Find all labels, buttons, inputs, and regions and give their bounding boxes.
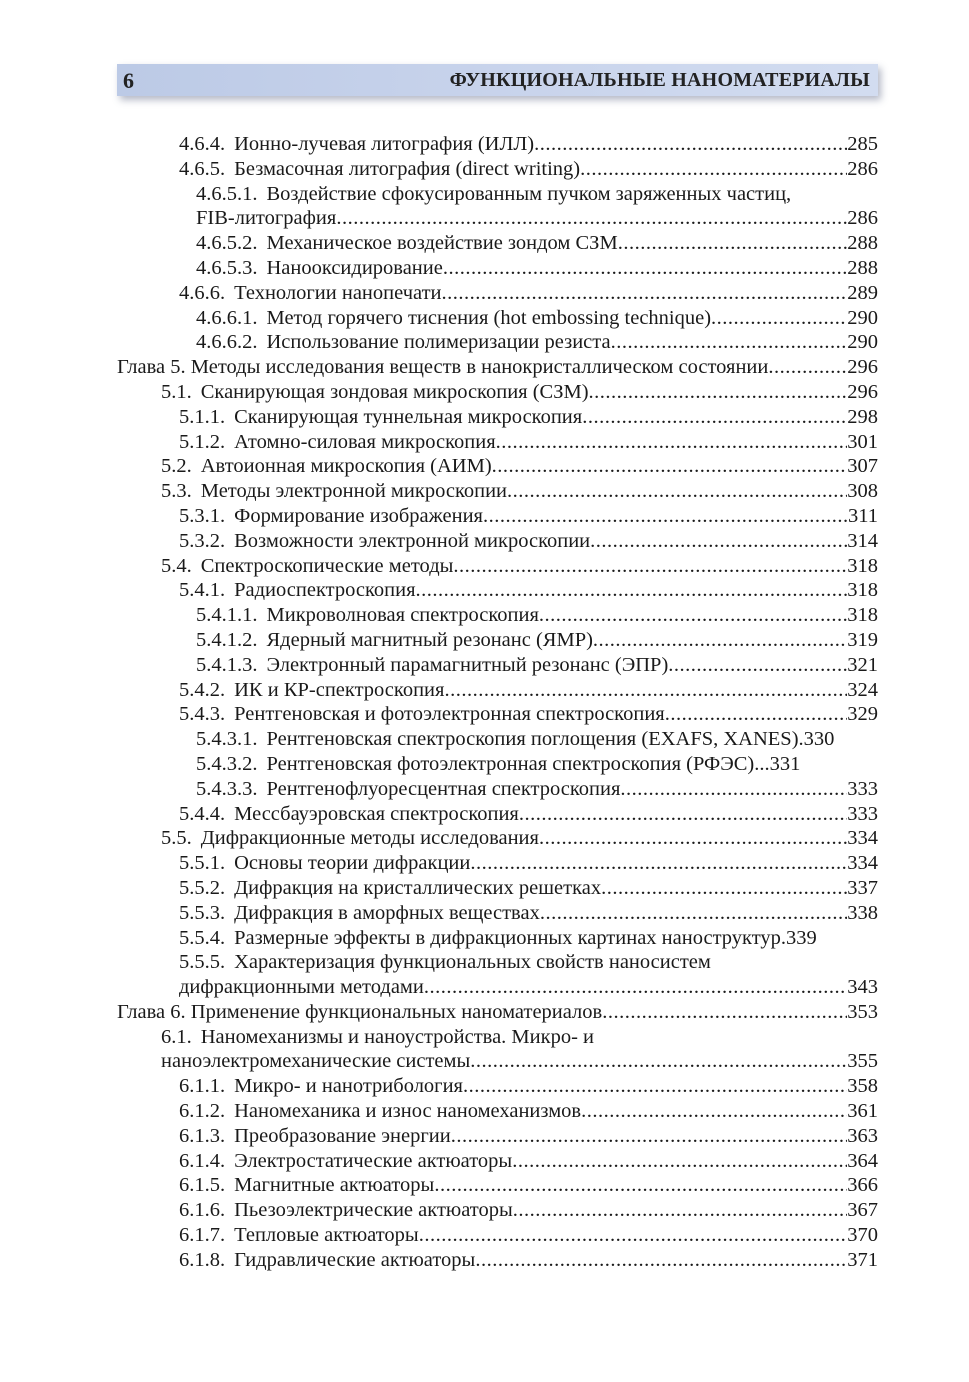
toc-entry-page: 343 xyxy=(847,976,878,999)
toc-entry xyxy=(117,777,878,802)
toc-entry-number: 5.4.1.3. xyxy=(196,653,258,676)
toc-entry-page: 307 xyxy=(847,455,878,478)
toc-entry-title: Рентгеновская фотоэлектронная спектроскопия (РФЭС) xyxy=(266,752,755,775)
toc-entry-page: 314 xyxy=(847,529,878,552)
dot-leader xyxy=(463,1074,847,1099)
dot-leader xyxy=(618,231,848,256)
dot-leader xyxy=(580,157,847,182)
toc-entry-title: Электростатические актюаторы xyxy=(234,1149,513,1172)
toc-entry-title: Формирование изображения xyxy=(234,504,483,527)
toc-entry-page: 366 xyxy=(847,1174,878,1197)
dot-leader xyxy=(483,504,848,529)
toc-entry-title: Воздействие сфокусированным пучком заряженных частиц, xyxy=(266,182,792,205)
toc-entry-title: Сканирующая зондовая микроскопия (СЗМ) xyxy=(200,380,589,403)
dot-leader xyxy=(453,554,847,579)
page-number: 6 xyxy=(123,68,134,93)
dot-leader xyxy=(611,330,848,355)
toc-entry-title: Дифракционные методы исследования xyxy=(200,827,539,850)
toc-entry-number: 5.4.1.1. xyxy=(196,604,258,627)
toc-entry-title: Основы теории дифракции xyxy=(234,852,471,875)
toc-entry-title: Ионно-лучевая литография (ИЛЛ) xyxy=(234,133,535,155)
dot-leader xyxy=(620,777,847,802)
dot-leader xyxy=(665,702,848,727)
toc-entry-number: 5.3. xyxy=(161,480,192,503)
toc-entry-page: 334 xyxy=(847,852,878,875)
toc-entry-number: 5.5.2. xyxy=(179,876,226,899)
dot-leader xyxy=(434,1173,847,1198)
toc-entry xyxy=(117,554,878,579)
toc-entry-title: Метод горячего тиснения (hot embossing technique) xyxy=(266,306,712,329)
dot-leader xyxy=(496,430,848,455)
dot-leader xyxy=(593,628,847,653)
toc-entry-page: 296 xyxy=(847,380,878,403)
toc-entry-number: 5.3.1. xyxy=(179,504,226,527)
toc-entry-title: Возможности электронной микроскопии xyxy=(234,529,591,552)
toc-entry-page: 290 xyxy=(847,331,878,354)
toc-entry-page: 364 xyxy=(847,1149,878,1172)
toc-entry-number: 5.1. xyxy=(161,380,192,403)
toc-entry-title: Пьезоэлектрические актюаторы xyxy=(234,1199,513,1222)
toc-entry-title: Нанооксидирование xyxy=(266,256,443,279)
toc-entry xyxy=(117,653,878,678)
toc-entry-number: 6.1.2. xyxy=(179,1100,226,1123)
toc-entry-page: 298 xyxy=(847,405,878,428)
toc-entry-page: 324 xyxy=(847,678,878,701)
toc-entry-title: Мессбауэровская спектроскопия xyxy=(234,802,519,825)
toc-entry xyxy=(117,926,878,951)
toc-entry-page: 321 xyxy=(847,653,878,676)
toc-entry-title: Микро- и нанотрибология xyxy=(234,1075,463,1098)
toc-entry-number: 5.4.3.1. xyxy=(196,728,258,751)
toc-entry xyxy=(117,504,878,529)
toc-entry-page: 286 xyxy=(847,207,878,230)
toc-entry xyxy=(117,405,878,430)
toc-entry-page: 370 xyxy=(847,1224,878,1247)
toc-entry xyxy=(117,132,878,157)
toc-entry-continuation xyxy=(117,975,878,1000)
dot-leader xyxy=(581,1099,847,1124)
toc-entry-page: ...331 xyxy=(754,752,801,775)
toc-entry-title: Технологии нанопечати xyxy=(234,281,442,304)
toc-entry xyxy=(117,454,878,479)
toc-entry-number: 5.4. xyxy=(161,554,192,577)
toc-entry-number: 5.4.1. xyxy=(179,579,226,602)
toc-entry-title: Гидравлические актюаторы xyxy=(234,1248,476,1271)
dot-leader xyxy=(492,454,848,479)
toc-entry-page: 308 xyxy=(847,480,878,503)
toc-entry-number: 5.5. xyxy=(161,827,192,850)
toc-entry-title: Тепловые актюаторы xyxy=(234,1224,419,1247)
toc-entry xyxy=(117,851,878,876)
toc-entry xyxy=(117,950,878,975)
toc-entry-page: 318 xyxy=(847,554,878,577)
dot-leader xyxy=(336,206,847,231)
toc-entry-number: 6.1.7. xyxy=(179,1224,226,1247)
toc-entry-page: 318 xyxy=(847,604,878,627)
toc-entry-number: 5.4.4. xyxy=(179,802,226,825)
toc-entry-page: 286 xyxy=(847,157,878,180)
toc-entry-number: 6.1.8. xyxy=(179,1248,226,1271)
dot-leader xyxy=(475,1248,847,1273)
toc-entry xyxy=(117,281,878,306)
toc-entry-title: Методы электронной микроскопии xyxy=(200,480,508,503)
toc-entry-number: 4.6.4. xyxy=(179,133,226,155)
toc-entry xyxy=(117,1198,878,1223)
toc-entry xyxy=(117,1099,878,1124)
toc-entry-title: Дифракция на кристаллических решетках xyxy=(234,876,602,899)
toc-entry-page: 334 xyxy=(847,827,878,850)
toc-entry-title: Наномеханика и износ наномеханизмов xyxy=(234,1100,582,1123)
toc-entry-number: 5.4.1.2. xyxy=(196,628,258,651)
dot-leader xyxy=(416,578,848,603)
toc-entry xyxy=(117,1124,878,1149)
toc-entry xyxy=(117,256,878,281)
toc-entry-page: 311 xyxy=(848,504,878,527)
toc-entry-title: Характеризация функциональных свойств наносистем xyxy=(234,951,711,974)
dot-leader xyxy=(519,802,847,827)
dot-leader xyxy=(424,975,847,1000)
toc-entry-number: 5.5.5. xyxy=(179,951,226,974)
toc-entry-number: 5.5.4. xyxy=(179,926,226,949)
dot-leader xyxy=(470,1049,847,1074)
toc-entry xyxy=(117,529,878,554)
toc-entry-page: 288 xyxy=(847,256,878,279)
toc-entry-number: 5.4.3.3. xyxy=(196,777,258,800)
toc-entry-page: 301 xyxy=(847,430,878,453)
dot-leader xyxy=(470,851,847,876)
toc-entry-title: Автоионная микроскопия (АИМ) xyxy=(200,455,492,478)
toc-entry-title: Сканирующая туннельная микроскопия xyxy=(234,405,583,428)
toc-entry-number: 4.6.6.2. xyxy=(196,331,258,354)
table-of-contents xyxy=(117,132,878,1273)
toc-entry-title: Преобразование энергии xyxy=(234,1124,451,1147)
dot-leader xyxy=(582,405,847,430)
toc-chapter-title: Глава 5. Методы исследования веществ в нанокристаллическом состоянии xyxy=(117,356,769,379)
toc-entry-page: 355 xyxy=(847,1050,878,1073)
toc-entry-number: 6.1.5. xyxy=(179,1174,226,1197)
toc-entry-number: 6.1.4. xyxy=(179,1149,226,1172)
toc-entry-title: Безмасочная литография (direct writing) xyxy=(234,157,581,180)
dot-leader xyxy=(444,678,847,703)
toc-entry-page: 337 xyxy=(847,876,878,899)
toc-entry-number: 5.4.2. xyxy=(179,678,226,701)
dot-leader xyxy=(540,901,847,926)
dot-leader xyxy=(512,1149,847,1174)
toc-chapter xyxy=(117,355,878,380)
toc-entry xyxy=(117,603,878,628)
toc-entry xyxy=(117,1025,878,1050)
toc-entry-continuation xyxy=(117,1049,878,1074)
toc-entry xyxy=(117,182,878,207)
toc-entry-number: 4.6.5.3. xyxy=(196,256,258,279)
toc-entry-number: 5.1.1. xyxy=(179,405,226,428)
toc-entry-page: 371 xyxy=(847,1248,878,1271)
toc-entry-title: дифракционными методами xyxy=(179,976,424,999)
toc-entry-number: 5.4.3. xyxy=(179,703,226,726)
toc-entry xyxy=(117,901,878,926)
toc-entry-title: Использование полимеризации резиста xyxy=(266,331,611,354)
toc-entry xyxy=(117,826,878,851)
toc-entry xyxy=(117,157,878,182)
toc-chapter xyxy=(117,1000,878,1025)
dot-leader xyxy=(442,281,848,306)
toc-entry-title: Магнитные актюаторы xyxy=(234,1174,435,1197)
toc-entry xyxy=(117,628,878,653)
toc-entry-title: Электронный парамагнитный резонанс (ЭПР) xyxy=(266,653,669,676)
dot-leader xyxy=(534,132,847,157)
toc-entry xyxy=(117,306,878,331)
toc-entry-number: 4.6.5. xyxy=(179,157,226,180)
toc-entry-page: 358 xyxy=(847,1075,878,1098)
toc-entry-number: 5.3.2. xyxy=(179,529,226,552)
dot-leader xyxy=(451,1124,848,1149)
toc-entry xyxy=(117,876,878,901)
toc-entry-number: 6.1. xyxy=(161,1025,192,1048)
dot-leader xyxy=(589,380,848,405)
toc-entry-title: Рентгенофлуоресцентная спектроскопия xyxy=(266,777,621,800)
dot-leader xyxy=(539,826,847,851)
toc-entry-number: 4.6.6. xyxy=(179,281,226,304)
toc-entry-page: 296 xyxy=(847,356,878,379)
dot-leader xyxy=(602,1000,847,1025)
toc-entry xyxy=(117,430,878,455)
toc-entry-number: 6.1.6. xyxy=(179,1199,226,1222)
toc-entry-continuation xyxy=(117,206,878,231)
toc-entry xyxy=(117,1173,878,1198)
toc-entry-title: Рентгеновская и фотоэлектронная спектроскопия xyxy=(234,703,665,726)
toc-entry xyxy=(117,330,878,355)
toc-entry xyxy=(117,802,878,827)
toc-entry-number: 6.1.1. xyxy=(179,1075,226,1098)
toc-entry-page: 367 xyxy=(847,1199,878,1222)
dot-leader xyxy=(507,479,847,504)
dot-leader xyxy=(443,256,847,281)
toc-entry-number: 5.1.2. xyxy=(179,430,226,453)
toc-entry-page: 290 xyxy=(847,306,878,329)
dot-leader xyxy=(590,529,847,554)
toc-entry-title: Радиоспектроскопия xyxy=(234,579,416,602)
toc-entry-title: Атомно-силовая микроскопия xyxy=(234,430,496,453)
toc-entry-title: Рентгеновская спектроскопия поглощения (EXAFS, XANES) xyxy=(266,728,799,751)
running-header xyxy=(117,64,878,96)
toc-entry-page: 333 xyxy=(847,802,878,825)
toc-entry-page: 361 xyxy=(847,1100,878,1123)
toc-entry xyxy=(117,678,878,703)
toc-entry-number: 5.5.3. xyxy=(179,901,226,924)
toc-entry-title: Микроволновая спектроскопия xyxy=(266,604,539,627)
toc-entry-page: 285 xyxy=(847,133,878,155)
dot-leader xyxy=(711,306,847,331)
toc-entry-number: 4.6.6.1. xyxy=(196,306,258,329)
toc-entry-number: 4.6.5.1. xyxy=(196,182,258,205)
toc-entry xyxy=(117,702,878,727)
toc-entry xyxy=(117,1074,878,1099)
toc-entry xyxy=(117,231,878,256)
toc-entry-page: 338 xyxy=(847,901,878,924)
toc-entry-page: 363 xyxy=(847,1124,878,1147)
toc-entry-title: наноэлектромеханические системы xyxy=(161,1050,471,1073)
toc-entry-page: 339 xyxy=(786,926,817,949)
toc-entry-title: Механическое воздействие зондом СЗМ xyxy=(266,232,618,255)
dot-leader xyxy=(513,1198,848,1223)
toc-chapter-title: Глава 6. Применение функциональных наноматериалов xyxy=(117,1000,603,1023)
toc-entry-page: 289 xyxy=(847,281,878,304)
toc-entry xyxy=(117,578,878,603)
dot-leader xyxy=(668,653,847,678)
toc-entry xyxy=(117,380,878,405)
toc-entry-number: 6.1.3. xyxy=(179,1124,226,1147)
toc-entry-number: 5.4.3.2. xyxy=(196,752,258,775)
dot-leader xyxy=(419,1223,848,1248)
toc-entry-title: ИК и КР-спектроскопия xyxy=(234,678,445,701)
toc-entry xyxy=(117,727,878,752)
dot-leader xyxy=(601,876,847,901)
toc-entry-title: Ядерный магнитный резонанс (ЯМР) xyxy=(266,628,593,651)
toc-entry-title: FIB-литография xyxy=(196,207,337,230)
dot-leader xyxy=(768,355,847,380)
toc-entry-title: Дифракция в аморфных веществах xyxy=(234,901,540,924)
toc-entry-number: 5.2. xyxy=(161,455,192,478)
toc-entry-page: .330 xyxy=(798,728,835,751)
dot-leader xyxy=(539,603,847,628)
toc-entry-page: 333 xyxy=(847,777,878,800)
toc-entry-page: 288 xyxy=(847,232,878,255)
toc-entry xyxy=(117,1149,878,1174)
toc-entry xyxy=(117,479,878,504)
toc-entry-number: 4.6.5.2. xyxy=(196,232,258,255)
toc-entry xyxy=(117,752,878,777)
running-title: ФУНКЦИОНАЛЬНЫЕ НАНОМАТЕРИАЛЫ xyxy=(449,69,870,91)
toc-entry-page: 319 xyxy=(847,628,878,651)
toc-entry xyxy=(117,1223,878,1248)
toc-entry-title: Наномеханизмы и наноустройства. Микро- и xyxy=(200,1025,595,1048)
toc-entry-page: 353 xyxy=(847,1000,878,1023)
toc-entry-number: 5.5.1. xyxy=(179,852,226,875)
toc-entry-page: 329 xyxy=(847,703,878,726)
toc-entry xyxy=(117,1248,878,1273)
toc-entry-page: 318 xyxy=(847,579,878,602)
toc-entry-title: Размерные эффекты в дифракционных картинах наноструктур. xyxy=(234,926,787,949)
toc-entry-title: Спектроскопические методы xyxy=(200,554,454,577)
